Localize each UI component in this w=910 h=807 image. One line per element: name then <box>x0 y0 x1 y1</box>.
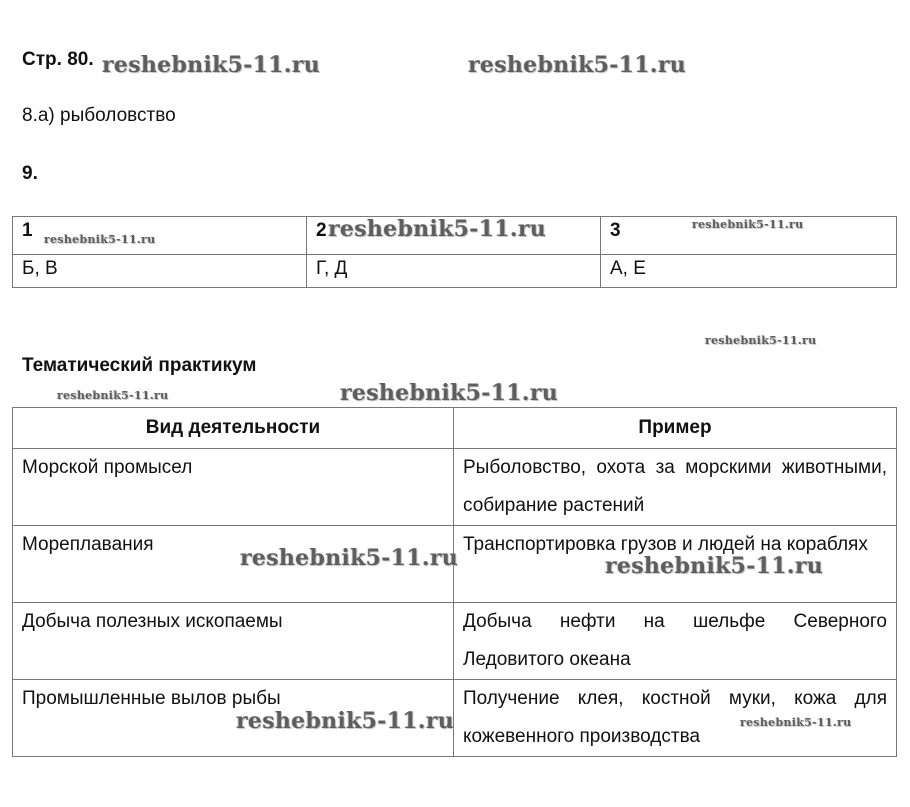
table-cell: Г, Д <box>307 255 601 288</box>
table-row <box>13 449 897 526</box>
page-number-label: Стр. 80. <box>22 49 94 70</box>
watermark: reshebnik5-11.ru <box>44 233 156 246</box>
column-header-activity: Вид деятельности <box>13 408 454 449</box>
column-header-example: Пример <box>454 408 897 449</box>
watermark: reshebnik5-11.ru <box>605 553 824 579</box>
activity-cell: Добыча полезных ископаемы <box>13 603 454 680</box>
watermark: reshebnik5-11.ru <box>692 218 804 231</box>
watermark: reshebnik5-11.ru <box>468 52 687 78</box>
table-header-row <box>13 408 897 449</box>
table-row <box>13 255 897 288</box>
task-8-answer: 8.а) рыболовство <box>22 105 176 126</box>
watermark: reshebnik5-11.ru <box>240 545 459 571</box>
table-header-cell: 2 <box>307 217 601 255</box>
example-cell: Добыча нефти на шельфе Северного Ледовитого океана <box>454 603 897 680</box>
activity-cell: Мореплавания <box>13 526 454 603</box>
table-cell: Б, В <box>13 255 307 288</box>
watermark: reshebnik5-11.ru <box>102 52 321 78</box>
practicum-table <box>12 407 897 757</box>
section-title: Тематический практикум <box>22 355 257 376</box>
watermark: reshebnik5-11.ru <box>740 716 852 729</box>
watermark: reshebnik5-11.ru <box>340 380 559 406</box>
watermark: reshebnik5-11.ru <box>705 334 817 347</box>
example-cell: Транспортировка грузов и людей на кораблях <box>454 526 897 603</box>
table-row <box>13 603 897 680</box>
watermark: reshebnik5-11.ru <box>236 708 455 734</box>
table-cell: А, Е <box>601 255 897 288</box>
table-header-cell: 3 <box>601 217 897 255</box>
activity-cell: Морской промысел <box>13 449 454 526</box>
task-9-label: 9. <box>22 163 38 184</box>
activity-cell: Промышленные вылов рыбы <box>13 680 454 757</box>
example-cell: Рыболовство, охота за морскими животными, собирание растений <box>454 449 897 526</box>
table-header-cell: 1 <box>13 217 307 255</box>
example-cell: Получение клея, костной муки, кожа для кожевенного производства <box>454 680 897 757</box>
watermark: reshebnik5-11.ru <box>328 216 547 242</box>
watermark: reshebnik5-11.ru <box>57 389 169 402</box>
